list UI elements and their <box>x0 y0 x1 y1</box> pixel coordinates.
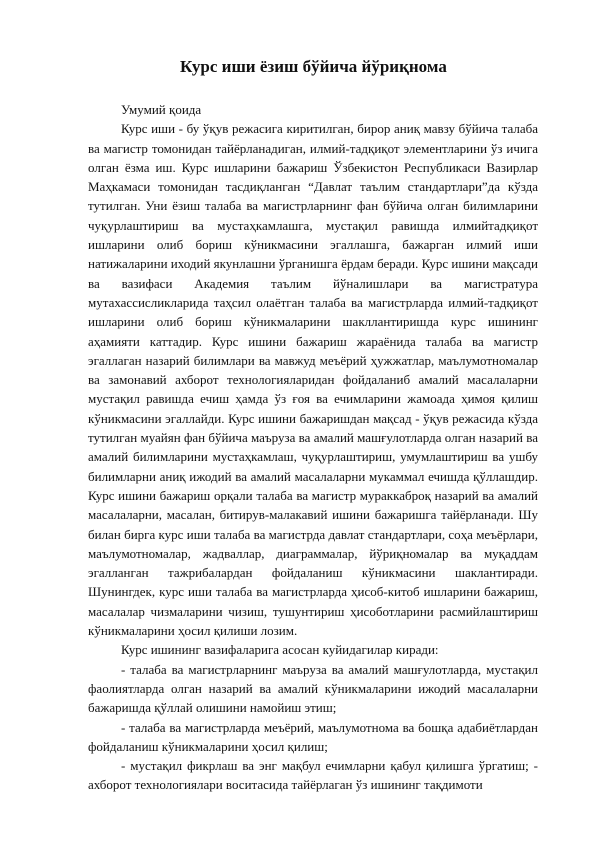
section-heading: Умумий қоида <box>121 102 202 117</box>
document-title: Курс иши ёзиш бўйича йўриқнома <box>180 57 447 76</box>
list-item: - мустақил фикрлаш ва энг мақбул ечимларни қабул қилишга ўргатиш; - ахборот технологиялари воситасида тайёрлаган ўз ишининг тақдимоти <box>88 758 538 793</box>
list-item: - талаба ва магистрларнинг маъруза ва амалий машғулотларда, мустақил фаолиятларда олган назарий ва амалий кўникмаларини ижодий масалаларни бажаришда қўллай олишини намойиш этиш; <box>88 661 538 716</box>
body-paragraph: Курс иши - бу ўқув режасига киритилган, бирор аниқ мавзу бўйича талаба ва магистр томонидан тайёрланадиган, илмий-тадқиқот элементларини ўз ичига олган ёзма иш. Курс ишларини бажариш Ўзбекистон Республикаси Вазирлар Маҳкамаси томонидан тасдиқланган “Давлат таълим стандартлари”да кўзда тутилган. Уни ёзиш талаба ва магистрларнинг фан бўйича олган билимларини чуқурлаштириш ва мустаҳкамлашга, мустақил равишда илмийтадқиқот ишларини олиб бориш кўникмасини эгаллашга, бажарган илмий иши натижаларини иходий якунлашни ўрганишга ёрдам беради. Курс ишини мақсади ва вазифаси Академия таълим йўналишлари ва магистратура мутахассисликларида таҳсил олаётган талаба ва магистрларда илмий-тадқиқот ишларини олиб бориш кўникмаларини шакллантиришда курс ишининг аҳамияти каттадир. Курс ишини бажариш жараёнида талаба ва магистр эгаллаган назарий билимлари ва мавжуд меъёрий ҳужжатлар, маълумотномалар ва замонавий ахборот технологияларидан фойдаланиб амалий масалаларни мустақил равишда ечиш ҳамда ўз ғоя ва ечимларини жамоада ҳимоя қилиш кўникмасини эгаллайди. Курс ишини бажаришдан мақсад - ўқув режасида кўзда тутилган муайян фан бўйича маъруза ва амалий машғулотларда олган назарий ва амалий билимларини мустаҳкамлаш, чуқурлаштириш, умумлаштириш ва ушбу билимларни аниқ ижодий ва амалий масалаларни мукаммал ечишда қўллашдир. Курс ишини бажариш орқали талаба ва магистр мураккаброқ назарий ва амалий масалаларни, масалан, битирув-малакавий ишини бажаришга тайёрланади. Шу билан бирга курс иши талаба ва магистрда давлат стандартлари, соҳа меъёрлари, маълумотномалар, жадваллар, диаграммалар, йўриқномалар ва муқаддам эгалланган тажрибалардан фойдаланиш кўникмасини шаклантиради. Шунингдек, курс иши талаба ва магистрларда ҳисоб-китоб ишларини бажариш, масалалар чизмаларини чизиш, тушунтириш ҳисоботларини расмийлаштириш кўникмаларини ҳосил қилиши лозим. <box>88 121 538 639</box>
list-item: - талаба ва магистрларда меъёрий, маълумотнома ва бошқа адабиётлардан фойдаланиш кўникмаларини ҳосил қилиш; <box>88 719 538 754</box>
body-paragraph: Курс ишининг вазифаларига асосан куйидагилар киради: <box>121 642 439 658</box>
